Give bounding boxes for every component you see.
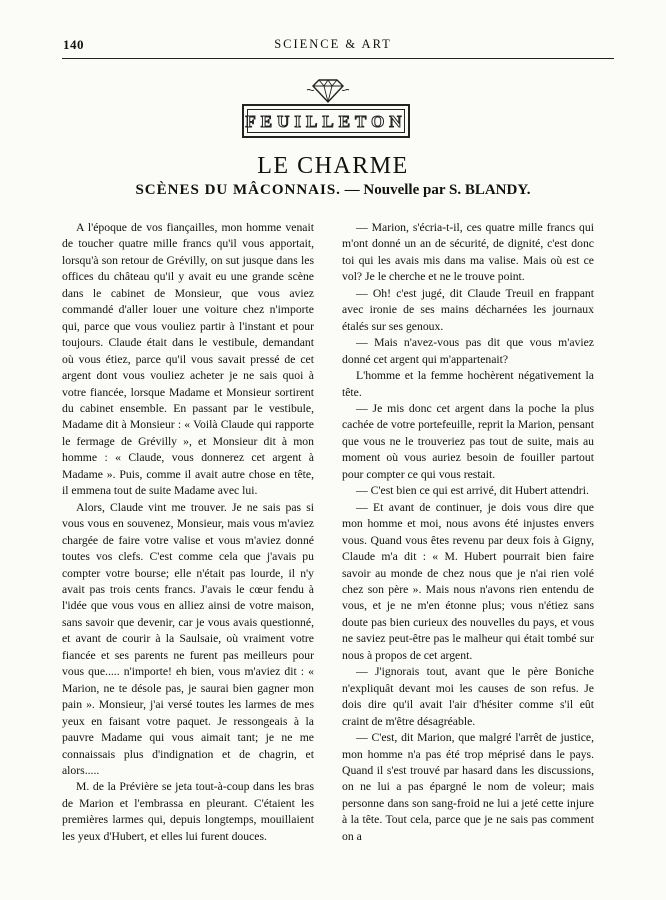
paragraph: — J'ignorais tout, avant que le père Boniche n'expliquât devant moi les causes de son refus. Je dois dire qu'il avait l'air d'hésiter comme s'il eût craint de m'être désagréable. xyxy=(342,665,594,728)
paragraph: — C'est bien ce qui est arrivé, dit Hubert attendri. xyxy=(356,484,589,498)
paragraph: — Je mis donc cet argent dans la poche la plus cachée de votre portefeuille, reprit la Marion, pensant que vous ne le trouveriez pas tout de suite, mais au moment où vous auriez besoin de fouiller partout pour compter ce qui vous restait. xyxy=(342,401,594,481)
subtitle-author: — Nouvelle par S. BLANDY. xyxy=(344,182,531,198)
subtitle-scenes: SCÈNES DU MÂCONNAIS. xyxy=(135,182,341,198)
article-title: LE CHARME xyxy=(257,153,409,179)
paragraph: — Mais n'avez-vous pas dit que vous m'aviez donné cet argent qui m'appartenait? xyxy=(342,336,594,366)
page-number: 140 xyxy=(63,37,84,52)
left-column xyxy=(62,220,314,845)
gem-ornament-icon xyxy=(305,76,351,106)
paragraph: Alors, Claude vint me trouver. Je ne sais pas si vous vous en souvenez, Monsieur, mais vous m'aviez chargée de faire votre valise et vous m'aviez donné toutes vos clefs. C'est comme cela que j'avais pu compter votre bourse; elle n'était pas lourde, il n'y avait pas trois cents francs. J'avais le cœur fendu à l'idée que vous vous en alliez ainsi de votre maison, sans savoir que devenir, car je vous avais questionné, et avant de courir à la Saulsaie, où vraiment votre fiancée et ses parents ne furent pas meilleurs pour vous que..... n'importe! eh bien, vous m'aviez dit : « Marion, ne te désole pas, je saurai bien gagner mon pain ». Monsieur, j'ai versé toutes les larmes de mes yeux en faisant votre paquet. Je ressongeais à la pauvre Madame qui vous aimait tant; je ne me connaissais plus d'indignation et de chagrin, et alors..... xyxy=(62,500,314,777)
paragraph: — C'est, dit Marion, que malgré l'arrêt de justice, mon homme n'a pas été trop méprisé dans le pays. Quand il s'est trouvé par hasard dans les discussions, on ne lui a pas épargné le nom de voleur; mais personne dans son sang-froid ne lui a jeté cette injure à la tête. Tout cela, parce que je ne sais pas comment on a xyxy=(342,731,594,843)
running-title: SCIENCE & ART xyxy=(274,37,392,51)
paragraph: M. de la Prévière se jeta tout-à-coup dans les bras de Marion et l'embrassa en pleurant. C'étaient les premières larmes qui, depuis longtemps, mouillaient les yeux d'Hubert, et elles lui furent douces. xyxy=(62,780,314,843)
right-column xyxy=(342,220,594,845)
feuilleton-banner xyxy=(242,104,410,138)
paragraph: — Et avant de continuer, je dois vous dire que mon homme et moi, nous avons été injustes envers vous. Quand vous êtes revenu par deux fois à Gigny, Claude m'a dit : « M. Hubert pourrait bien faire savoir au monde de chez nous que je n'ai rien volé chez son père ». Mais nous n'avons rien entendu de vous, et je ne m'en étonne plus; vous n'étiez sans doute pas bien curieux des nouvelles du pays, et vous ne saviez peut-être pas le malheur qui était tombé sur nous à propos de cet argent. xyxy=(342,500,594,662)
paragraph: — Marion, s'écria-t-il, ces quatre mille francs qui m'ont donné un an de sécurité, de dignité, c'est donc toi qui les avais mis dans ma valise. Mais où est ce vol? Je le cherche et ne le trouve point. xyxy=(342,221,594,284)
paragraph: L'homme et la femme hochèrent négativement la tête. xyxy=(342,369,594,399)
paragraph: A l'époque de vos fiançailles, mon homme venait de toucher quatre mille francs qu'il vous apportait, lorsqu'à son retour de Grévilly, on sut jusque dans les offices du château qu'il y avait eu une grande scène dans le cabinet de Monsieur, que vous aviez commandé d'aller louer une voiture chez n'importe qui, parce que vous vouliez partir à l'instant et pour toujours. Claude était dans le vestibule, demandant où vous étiez, parce qu'il vous savait pressé de cet argent dont vous vouliez acheter je ne sais quoi à votre fiancée, lorsque Madame et Monsieur sortirent du cabinet ensemble. En passant par le vestibule, Madame dit à Monsieur : « Voilà Claude qui rapporte le fermage de Grévilly », et Monsieur dit à mon homme : « Claude, vous donnerez cet argent à Madame ». Puis, comme il avait autre chose en tête, il emmena tout de suite Madame avec lui. xyxy=(62,221,314,498)
article-subtitle xyxy=(0,182,666,199)
paragraph: — Oh! c'est jugé, dit Claude Treuil en frappant avec ironie de ses mains décharnées les journaux étalés sur ses genoux. xyxy=(342,286,594,333)
header-rule xyxy=(62,58,614,59)
feuilleton-label: FEUILLETON xyxy=(245,112,407,131)
